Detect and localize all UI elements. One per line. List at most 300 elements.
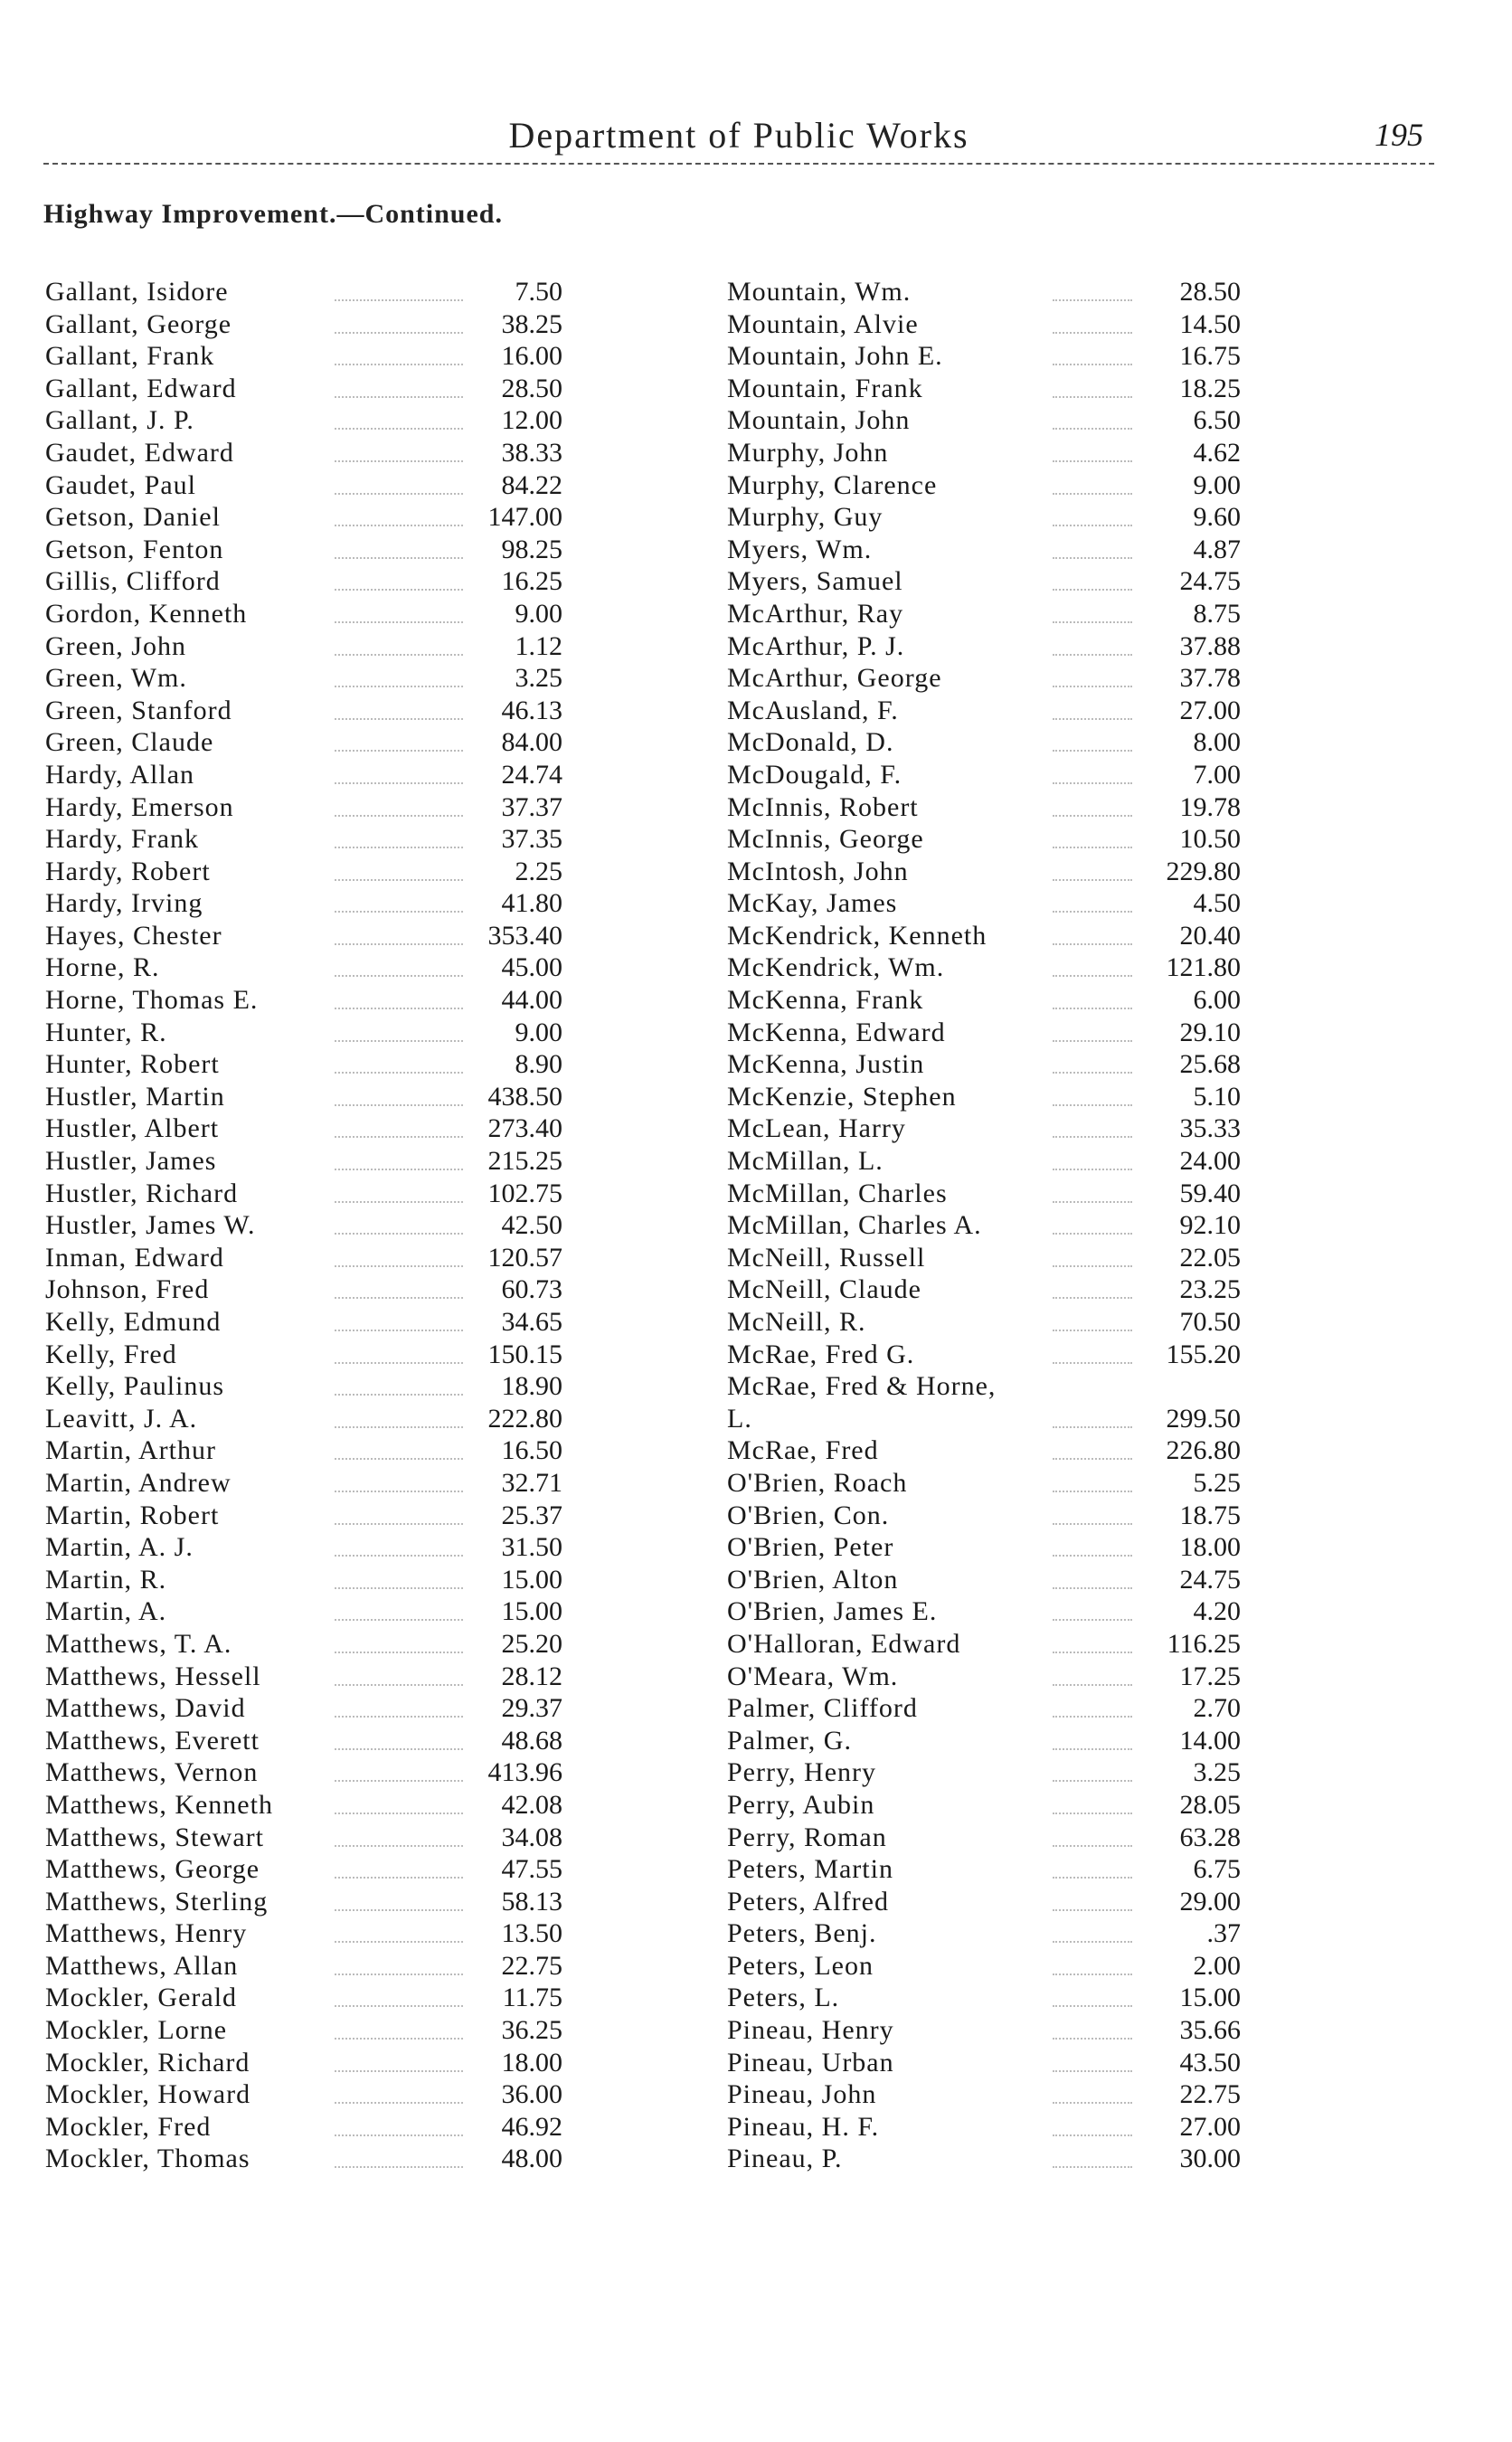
- dot-leader: [335, 984, 463, 1009]
- list-item: [727, 1822, 1241, 1854]
- entry-amount: 8.00: [1193, 727, 1241, 758]
- list-item: [45, 1048, 562, 1081]
- entry-name: Gallant, Edward: [45, 373, 237, 403]
- list-item: [727, 340, 1241, 373]
- dot-leader: [335, 1982, 463, 2007]
- list-item: [727, 1017, 1241, 1049]
- entry-name: Martin, R.: [45, 1564, 167, 1595]
- entry-name: McRae, Fred & Horne,: [727, 1371, 997, 1402]
- entry-name: Mountain, Alvie: [727, 308, 919, 339]
- list-item: [45, 1756, 562, 1789]
- list-item: [727, 630, 1241, 663]
- entry-amount: 15.00: [501, 1596, 562, 1627]
- entry-name: Palmer, G.: [727, 1725, 852, 1756]
- dot-leader: [335, 1661, 463, 1686]
- entry-name: McLean, Harry: [727, 1113, 906, 1144]
- list-item: [727, 1789, 1241, 1822]
- entry-name: Hustler, Richard: [45, 1178, 239, 1208]
- dot-leader: [335, 1853, 463, 1879]
- entry-name: L.: [727, 1403, 752, 1434]
- entry-amount: 3.25: [1193, 1757, 1241, 1788]
- entry-name: Pineau, H. F.: [727, 2111, 880, 2142]
- entry-name: Mountain, Wm.: [727, 277, 912, 307]
- entry-name: Pineau, Urban: [727, 2047, 894, 2078]
- entry-name: McKendrick, Kenneth: [727, 920, 988, 951]
- dot-leader: [335, 1434, 463, 1460]
- entry-name: Mountain, Frank: [727, 373, 923, 403]
- entry-name: Martin, Robert: [45, 1500, 220, 1530]
- entry-amount: 28.50: [1179, 277, 1241, 307]
- entry-name: Myers, Wm.: [727, 534, 873, 564]
- entry-name: Peters, L.: [727, 1983, 840, 2013]
- dot-leader: [335, 565, 463, 591]
- entry-name: McMillan, Charles A.: [727, 1210, 982, 1241]
- list-item: [45, 1145, 562, 1178]
- list-item: [45, 823, 562, 856]
- dot-leader: [1053, 791, 1132, 817]
- entry-amount: 29.00: [1179, 1886, 1241, 1917]
- dot-leader: [335, 1370, 463, 1396]
- entry-amount: 4.50: [1193, 888, 1241, 919]
- list-item: [45, 1242, 562, 1274]
- entry-name: McArthur, P. J.: [727, 630, 905, 661]
- entry-name: Getson, Fenton: [45, 534, 224, 564]
- entry-amount: 37.37: [501, 791, 562, 822]
- dot-leader: [1053, 2047, 1132, 2072]
- list-item: [45, 1950, 562, 1983]
- list-item: [45, 759, 562, 791]
- list-item: [45, 1339, 562, 1371]
- list-item: [45, 1982, 562, 2014]
- entry-amount: 8.90: [515, 1049, 562, 1080]
- dot-leader: [335, 887, 463, 913]
- list-item: [727, 1982, 1241, 2014]
- dot-leader: [1053, 1178, 1132, 1203]
- list-item: [727, 951, 1241, 984]
- entry-name: Martin, A.: [45, 1596, 167, 1627]
- entry-name: Pineau, John: [727, 2079, 877, 2110]
- entry-amount: 28.50: [501, 373, 562, 403]
- entry-amount: 24.75: [1179, 1564, 1241, 1595]
- entry-name: Kelly, Edmund: [45, 1307, 222, 1337]
- dot-leader: [335, 340, 463, 365]
- entry-name: Hayes, Chester: [45, 920, 222, 951]
- entry-amount: 37.88: [1179, 630, 1241, 661]
- entry-name: Martin, Andrew: [45, 1467, 232, 1498]
- dot-leader: [1053, 469, 1132, 495]
- entry-name: Gallant, J. P.: [45, 405, 194, 436]
- entry-name: Gaudet, Paul: [45, 469, 196, 500]
- entry-amount: 58.13: [501, 1886, 562, 1917]
- list-item: [45, 1692, 562, 1725]
- entry-name: Hardy, Robert: [45, 856, 211, 886]
- entry-amount: 15.00: [501, 1564, 562, 1595]
- entry-amount: 2.70: [1193, 1693, 1241, 1724]
- dot-leader: [335, 501, 463, 526]
- dot-leader: [1053, 565, 1132, 591]
- entry-amount: 413.96: [487, 1757, 562, 1788]
- entry-name: Matthews, Kenneth: [45, 1789, 273, 1820]
- entry-amount: 44.00: [501, 985, 562, 1016]
- list-item: [727, 823, 1241, 856]
- list-item: [45, 276, 562, 308]
- dot-leader: [335, 856, 463, 881]
- list-item: [45, 1112, 562, 1145]
- entry-amount: 226.80: [1166, 1435, 1241, 1466]
- list-item: [727, 469, 1241, 502]
- dot-leader: [1053, 2078, 1132, 2104]
- entry-amount: 11.75: [502, 1983, 562, 2013]
- dot-leader: [1053, 2014, 1132, 2040]
- dot-leader: [335, 1564, 463, 1589]
- dot-leader: [1053, 1661, 1132, 1686]
- list-item: [45, 308, 562, 341]
- entry-name: McAusland, F.: [727, 695, 899, 725]
- dot-leader: [1053, 2143, 1132, 2168]
- entry-name: McMillan, L.: [727, 1146, 884, 1177]
- entry-name: Hustler, Martin: [45, 1081, 225, 1112]
- list-item: [45, 565, 562, 598]
- list-item: [727, 856, 1241, 888]
- list-item: [727, 1917, 1241, 1950]
- entry-name: Perry, Aubin: [727, 1789, 875, 1820]
- list-item: [727, 2047, 1241, 2079]
- entry-amount: 27.00: [1179, 695, 1241, 725]
- list-item: [45, 726, 562, 759]
- dot-leader: [335, 598, 463, 623]
- dot-leader: [335, 1339, 463, 1364]
- list-item: [727, 1725, 1241, 1757]
- entry-name: Peters, Leon: [727, 1950, 874, 1981]
- entry-name: Green, Stanford: [45, 695, 232, 725]
- list-item: [727, 1112, 1241, 1145]
- dot-leader: [335, 1403, 463, 1428]
- dot-leader: [1053, 1306, 1132, 1331]
- entry-name: Green, Wm.: [45, 663, 187, 694]
- entry-amount: 37.78: [1179, 663, 1241, 694]
- list-item: [727, 373, 1241, 405]
- list-item: [45, 951, 562, 984]
- entry-amount: 84.00: [501, 727, 562, 758]
- entry-name: McDonald, D.: [727, 727, 894, 758]
- dot-leader: [335, 1242, 463, 1267]
- dot-leader: [335, 2111, 463, 2136]
- list-item: [45, 501, 562, 534]
- list-item: [45, 1467, 562, 1500]
- list-item: [45, 598, 562, 630]
- entry-amount: 3.25: [515, 663, 562, 694]
- entry-name: McKenna, Frank: [727, 985, 924, 1016]
- dot-leader: [335, 2143, 463, 2168]
- list-item: [45, 1822, 562, 1854]
- entry-name: Martin, Arthur: [45, 1435, 216, 1466]
- list-item: [727, 308, 1241, 341]
- list-item: [45, 984, 562, 1017]
- entry-name: Gallant, Frank: [45, 341, 215, 372]
- dot-leader: [1053, 1886, 1132, 1911]
- list-item: [727, 1595, 1241, 1628]
- list-item: [727, 404, 1241, 437]
- entry-amount: 17.25: [1179, 1661, 1241, 1691]
- entry-amount: 30.00: [1179, 2144, 1241, 2174]
- entry-name: O'Meara, Wm.: [727, 1661, 899, 1691]
- list-item: [45, 1209, 562, 1242]
- list-item: [45, 856, 562, 888]
- entry-amount: 92.10: [1179, 1210, 1241, 1241]
- entry-name: McKenzie, Stephen: [727, 1081, 957, 1112]
- list-item: [45, 534, 562, 566]
- list-item: [727, 2143, 1241, 2175]
- entry-amount: 98.25: [501, 534, 562, 564]
- dot-leader: [1053, 1339, 1132, 1364]
- list-item: [727, 695, 1241, 727]
- entry-amount: 35.66: [1179, 2015, 1241, 2046]
- dot-leader: [335, 1950, 463, 1975]
- entry-amount: 14.00: [1179, 1725, 1241, 1756]
- entry-name: McArthur, Ray: [727, 598, 904, 629]
- dot-leader: [335, 2078, 463, 2104]
- list-item: [727, 598, 1241, 630]
- dot-leader: [1053, 1789, 1132, 1814]
- entry-amount: 16.75: [1179, 341, 1241, 372]
- entry-name: Hardy, Frank: [45, 824, 200, 855]
- dot-leader: [335, 437, 463, 462]
- entry-name: Gordon, Kenneth: [45, 598, 248, 629]
- list-item: [45, 469, 562, 502]
- dot-leader: [1053, 662, 1132, 687]
- entry-name: Murphy, Guy: [727, 502, 884, 533]
- list-item: [45, 662, 562, 695]
- list-item: [45, 2111, 562, 2144]
- list-item: [45, 1789, 562, 1822]
- entry-name: Johnson, Fred: [45, 1274, 210, 1305]
- list-item: [727, 437, 1241, 469]
- entry-name: McInnis, Robert: [727, 791, 919, 822]
- entry-name: McKenna, Justin: [727, 1049, 925, 1080]
- entry-amount: 7.50: [515, 277, 562, 307]
- list-item: [727, 1178, 1241, 1210]
- list-item: [727, 1661, 1241, 1693]
- list-item: [727, 1886, 1241, 1918]
- list-item: [45, 1017, 562, 1049]
- dot-leader: [1053, 1692, 1132, 1718]
- list-item: [727, 1531, 1241, 1564]
- entry-name: Matthews, Everett: [45, 1725, 260, 1756]
- list-item: [45, 1564, 562, 1596]
- entry-amount: 25.68: [1179, 1049, 1241, 1080]
- entry-amount: 45.00: [501, 952, 562, 983]
- entry-amount: 8.75: [1193, 598, 1241, 629]
- entry-amount: 48.00: [501, 2144, 562, 2174]
- entry-amount: 18.90: [501, 1371, 562, 1402]
- list-item: [45, 340, 562, 373]
- entry-name: Peters, Alfred: [727, 1886, 889, 1917]
- entry-amount: 16.50: [501, 1435, 562, 1466]
- entry-name: Martin, A. J.: [45, 1532, 194, 1563]
- list-item: [727, 791, 1241, 824]
- dot-leader: [335, 1531, 463, 1557]
- entry-amount: 6.50: [1193, 405, 1241, 436]
- entry-name: Kelly, Paulinus: [45, 1371, 225, 1402]
- dot-leader: [335, 1209, 463, 1235]
- entry-name: McKendrick, Wm.: [727, 952, 945, 983]
- dot-leader: [335, 759, 463, 784]
- entry-name: Matthews, Sterling: [45, 1886, 269, 1917]
- list-item: [727, 2111, 1241, 2144]
- entry-name: Leavitt, J. A.: [45, 1403, 198, 1434]
- entry-name: McIntosh, John: [727, 856, 909, 886]
- dot-leader: [335, 1178, 463, 1203]
- page-header: [43, 107, 1434, 161]
- entry-amount: 116.25: [1167, 1628, 1241, 1659]
- entry-name: Matthews, Henry: [45, 1918, 248, 1949]
- dot-leader: [1053, 887, 1132, 913]
- list-item: [45, 1306, 562, 1339]
- list-item: [727, 984, 1241, 1017]
- entry-amount: 2.00: [1193, 1950, 1241, 1981]
- entry-name: O'Brien, Peter: [727, 1532, 894, 1563]
- list-item: [45, 920, 562, 952]
- entry-amount: 19.78: [1179, 791, 1241, 822]
- dot-leader: [1053, 823, 1132, 848]
- list-item: [45, 1370, 562, 1403]
- dot-leader: [1053, 1950, 1132, 1975]
- entry-amount: 9.60: [1193, 502, 1241, 533]
- entry-name: Matthews, Allan: [45, 1950, 239, 1981]
- entry-name: Gaudet, Edward: [45, 437, 234, 468]
- entry-name: O'Brien, James E.: [727, 1596, 938, 1627]
- dot-leader: [335, 1628, 463, 1653]
- dot-leader: [335, 1917, 463, 1943]
- entry-amount: 20.40: [1179, 920, 1241, 951]
- entry-amount: 60.73: [501, 1274, 562, 1305]
- entry-amount: 2.25: [515, 856, 562, 886]
- dot-leader: [1053, 1725, 1132, 1750]
- entry-amount: 120.57: [487, 1242, 562, 1273]
- entry-amount: 273.40: [487, 1113, 562, 1144]
- list-item: [727, 501, 1241, 534]
- list-item: [45, 2143, 562, 2175]
- list-item: [727, 1081, 1241, 1113]
- list-item: [727, 1403, 1241, 1435]
- entry-amount: 43.50: [1179, 2047, 1241, 2078]
- entry-amount: 32.71: [501, 1467, 562, 1498]
- entry-name: Mountain, John E.: [727, 341, 943, 372]
- entry-amount: 28.05: [1179, 1789, 1241, 1820]
- dot-leader: [1053, 308, 1132, 334]
- entry-name: McInnis, George: [727, 824, 924, 855]
- list-item: [45, 1403, 562, 1435]
- entry-name: Murphy, Clarence: [727, 469, 938, 500]
- dot-leader: [335, 1789, 463, 1814]
- entry-amount: 155.20: [1166, 1339, 1241, 1369]
- entry-amount: 37.35: [501, 824, 562, 855]
- dot-leader: [1053, 1048, 1132, 1074]
- list-item: [45, 2078, 562, 2111]
- entry-amount: 438.50: [487, 1081, 562, 1112]
- list-item: [727, 565, 1241, 598]
- list-item: [727, 1853, 1241, 1886]
- entry-name: McKenna, Edward: [727, 1017, 946, 1047]
- entry-name: Matthews, Vernon: [45, 1757, 259, 1788]
- entry-amount: 9.00: [515, 1017, 562, 1047]
- dot-leader: [335, 1886, 463, 1911]
- entry-name: Matthews, David: [45, 1693, 246, 1724]
- dot-leader: [1053, 598, 1132, 623]
- list-item: [727, 2078, 1241, 2111]
- list-item: [45, 695, 562, 727]
- list-item: [45, 1531, 562, 1564]
- list-item: [727, 887, 1241, 920]
- header-divider: [43, 163, 1434, 165]
- dot-leader: [1053, 1500, 1132, 1525]
- list-item: [727, 1048, 1241, 1081]
- list-item: [45, 1178, 562, 1210]
- dot-leader: [1053, 759, 1132, 784]
- entry-name: Kelly, Fred: [45, 1339, 177, 1369]
- entry-name: Perry, Roman: [727, 1822, 887, 1852]
- entry-name: Getson, Daniel: [45, 502, 221, 533]
- entry-amount: 36.25: [501, 2015, 562, 2046]
- entry-amount: 24.75: [1179, 566, 1241, 597]
- list-item: [45, 1434, 562, 1467]
- dot-leader: [335, 1145, 463, 1170]
- entry-amount: 46.92: [501, 2111, 562, 2142]
- entry-amount: 36.00: [501, 2079, 562, 2110]
- entry-name: Gallant, George: [45, 308, 232, 339]
- entry-amount: 6.00: [1193, 985, 1241, 1016]
- entry-name: Hunter, R.: [45, 1017, 167, 1047]
- dot-leader: [335, 308, 463, 334]
- entry-amount: 15.00: [1179, 1983, 1241, 2013]
- dot-leader: [1053, 856, 1132, 881]
- entry-name: McNeill, Russell: [727, 1242, 926, 1273]
- entry-amount: 28.12: [501, 1661, 562, 1691]
- entry-name: Hustler, James W.: [45, 1210, 256, 1241]
- entry-name: Hunter, Robert: [45, 1049, 220, 1080]
- entry-amount: 215.25: [487, 1146, 562, 1177]
- entry-name: McRae, Fred: [727, 1435, 879, 1466]
- entry-name: Mountain, John: [727, 405, 911, 436]
- entry-amount: 34.65: [501, 1307, 562, 1337]
- list-item: [727, 1370, 1241, 1403]
- section-heading: Highway Improvement.—Continued.: [43, 199, 503, 229]
- list-item: [45, 437, 562, 469]
- entry-name: Matthews, T. A.: [45, 1628, 232, 1659]
- entry-name: Matthews, George: [45, 1854, 260, 1885]
- dot-leader: [1053, 1756, 1132, 1782]
- entry-amount: 59.40: [1179, 1178, 1241, 1208]
- entry-amount: 10.50: [1179, 824, 1241, 855]
- entry-amount: 31.50: [501, 1532, 562, 1563]
- entry-amount: 22.75: [1179, 2079, 1241, 2110]
- entry-amount: 1.12: [515, 630, 562, 661]
- entry-amount: 14.50: [1179, 308, 1241, 339]
- dot-leader: [335, 1692, 463, 1718]
- list-item: [727, 1273, 1241, 1306]
- list-item: [727, 1434, 1241, 1467]
- entry-name: Pineau, P.: [727, 2144, 843, 2174]
- right-column: [727, 276, 1241, 2175]
- entry-name: Hustler, James: [45, 1146, 217, 1177]
- entry-amount: 24.00: [1179, 1146, 1241, 1177]
- entry-amount: 35.33: [1179, 1113, 1241, 1144]
- list-item: [727, 1339, 1241, 1371]
- page-title: Department of Public Works: [508, 115, 969, 156]
- entry-amount: 29.10: [1179, 1017, 1241, 1047]
- list-item: [727, 1145, 1241, 1178]
- dot-leader: [335, 951, 463, 977]
